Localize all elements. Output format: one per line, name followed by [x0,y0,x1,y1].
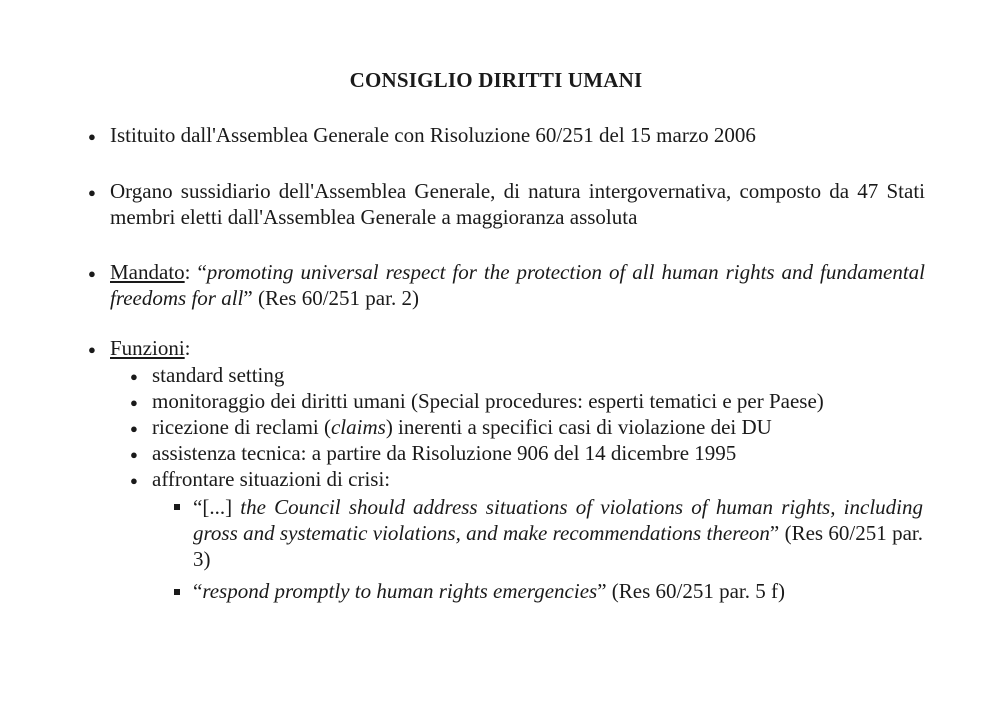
crisi-item [193,578,923,604]
mandato-label: Mandato [110,260,185,284]
funzioni-item-text: affrontare situazioni di crisi: [152,467,391,491]
bullet-icon: ● [88,266,96,281]
square-bullet-icon [174,504,180,510]
bullet-icon: ● [130,421,138,436]
funzioni-item-text: monitoraggio dei diritti umani (Special procedures: esperti tematici e per Paese) [152,389,824,413]
crisi-item-ref: ” (Res 60/251 par. 3) [193,521,923,571]
bullet-icon: ● [130,395,138,410]
bullet-icon: ● [130,447,138,462]
item-text: Organo sussidiario dell'Assemblea Generale, di natura intergovernativa, composto da 47 Stati membri eletti dall'Assemblea Generale a maggioranza assoluta [110,179,925,229]
list-item-istituito [110,122,925,148]
crisi-item-quote: respond promptly to human rights emergencies [202,579,598,603]
funzioni-item [152,388,925,414]
crisi-item-text: “[...] [193,495,241,519]
list-item-mandato [110,259,925,311]
page-title: CONSIGLIO DIRITTI UMANI [349,68,643,92]
funzioni-item [152,440,925,466]
mandato-sep: : “ [184,260,207,284]
funzioni-sep: : [184,336,191,360]
funzioni-item-text: ricezione di reclami ( [152,415,331,439]
mandato-ref: ” (Res 60/251 par. 2) [243,286,419,310]
funzioni-item [152,362,925,388]
funzioni-item-text: standard setting [152,363,285,387]
bullet-icon: ● [88,129,96,144]
funzioni-item-text: assistenza tecnica: a partire da Risoluzione 906 del 14 dicembre 1995 [152,441,737,465]
bullet-icon: ● [88,185,96,200]
crisi-item-quote: the Council should address situations of violations of human rights, including gross and systematic violations, and make recommendations thereon [193,495,923,545]
list-item-funzioni [110,335,925,361]
funzioni-item-italic: claims [330,415,386,439]
crisi-item-ref: ” (Res 60/251 par. 5 f) [597,579,785,603]
square-bullet-icon [174,589,180,595]
crisi-item [193,494,923,572]
crisi-item-text: “ [193,579,203,603]
bullet-icon: ● [130,369,138,384]
list-item-organo [110,178,925,230]
funzioni-item [152,414,925,440]
mandato-quote: promoting universal respect for the protection of all human rights and fundamental freedoms for all [110,260,925,310]
funzioni-label: Funzioni [110,336,185,360]
funzioni-item [152,466,925,492]
bullet-icon: ● [130,473,138,488]
bullet-icon: ● [88,342,96,357]
item-text: Istituito dall'Assemblea Generale con Risoluzione 60/251 del 15 marzo 2006 [110,123,756,147]
funzioni-item-text: ) inerenti a specifici casi di violazione dei DU [385,415,772,439]
